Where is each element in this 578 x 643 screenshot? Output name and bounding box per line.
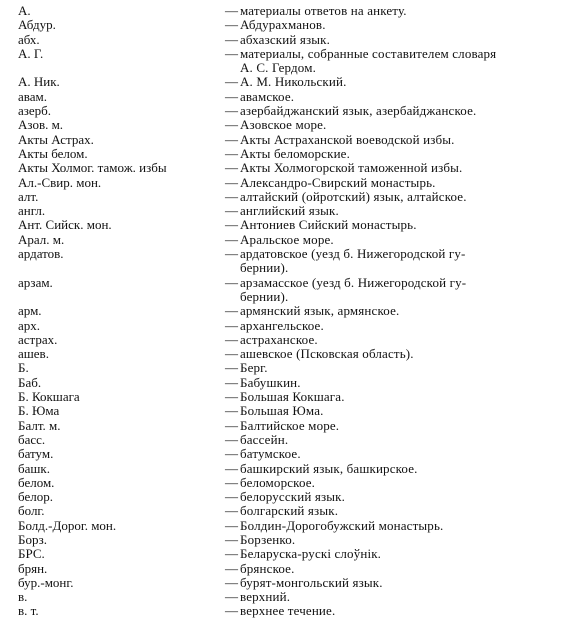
em-dash: — bbox=[225, 188, 238, 204]
definition: английский язык. bbox=[240, 203, 339, 219]
em-dash: — bbox=[225, 531, 238, 547]
definition: Балтийское море. bbox=[240, 417, 340, 433]
definition: абхазский язык. bbox=[240, 31, 331, 47]
definition: Аральское море. bbox=[240, 231, 334, 247]
em-dash: — bbox=[225, 517, 238, 533]
em-dash: — bbox=[225, 503, 238, 519]
em-dash: — bbox=[225, 403, 238, 419]
em-dash: — bbox=[225, 489, 238, 505]
list-item bbox=[0, 347, 578, 361]
em-dash: — bbox=[225, 74, 238, 90]
abbreviation: алт. bbox=[18, 189, 39, 204]
em-dash: — bbox=[225, 589, 238, 605]
definition: верхний. bbox=[240, 589, 291, 605]
em-dash: — bbox=[225, 389, 238, 405]
em-dash: — bbox=[225, 174, 238, 190]
em-dash: — bbox=[225, 160, 238, 176]
list-item bbox=[0, 204, 578, 218]
definition: Бабушкин. bbox=[240, 374, 301, 390]
abbreviation: Б. Кокшага bbox=[18, 390, 80, 405]
abbreviation: в. т. bbox=[18, 604, 39, 619]
list-item bbox=[0, 104, 578, 118]
em-dash: — bbox=[225, 374, 238, 390]
em-dash: — bbox=[225, 203, 238, 219]
abbreviation: брян. bbox=[18, 561, 48, 576]
definition: Акты Холмогорской таможенной избы. bbox=[240, 160, 463, 176]
definition-continuation: бернии). bbox=[240, 288, 289, 304]
abbreviation: А. Ник. bbox=[18, 75, 60, 90]
definition: алтайский (ойротский) язык, алтайское. bbox=[240, 188, 467, 204]
definition: материалы, собранные составителем словаря bbox=[240, 45, 497, 61]
list-item bbox=[0, 333, 578, 347]
abbreviation: Б. bbox=[18, 361, 29, 376]
definition: А. М. Никольский. bbox=[240, 74, 347, 90]
em-dash: — bbox=[225, 417, 238, 433]
definition: авамское. bbox=[240, 88, 295, 104]
list-item bbox=[0, 247, 578, 261]
definition: беломорское. bbox=[240, 474, 316, 490]
definition: ардатовское (уезд б. Нижегородской гу- bbox=[240, 246, 466, 262]
list-item bbox=[0, 590, 578, 604]
list-item bbox=[0, 133, 578, 147]
list-item bbox=[0, 361, 578, 375]
em-dash: — bbox=[225, 31, 238, 47]
list-item bbox=[0, 276, 578, 290]
list-item bbox=[0, 476, 578, 490]
em-dash: — bbox=[225, 360, 238, 376]
list-item bbox=[0, 576, 578, 590]
em-dash: — bbox=[225, 317, 238, 333]
list-item bbox=[0, 390, 578, 404]
abbreviation: Абдур. bbox=[18, 18, 56, 33]
list-item bbox=[0, 90, 578, 104]
definition: ашевское (Псковская область). bbox=[240, 346, 414, 362]
definition: башкирский язык, башкирское. bbox=[240, 460, 418, 476]
list-item bbox=[0, 4, 578, 18]
list-item bbox=[0, 118, 578, 132]
definition: Беларуска-рускі слоўнік. bbox=[240, 546, 382, 562]
definition: брянское. bbox=[240, 560, 295, 576]
em-dash: — bbox=[225, 145, 238, 161]
definition: материалы ответов на анкету. bbox=[240, 3, 407, 18]
list-item bbox=[0, 319, 578, 333]
list-item bbox=[0, 376, 578, 390]
abbreviation: Акты Холмог. тамож. избы bbox=[18, 161, 167, 176]
list-item bbox=[0, 433, 578, 447]
em-dash: — bbox=[225, 560, 238, 576]
abbreviation: арзам. bbox=[18, 275, 53, 290]
abbreviation: в. bbox=[18, 590, 28, 605]
abbreviation: бур.-монг. bbox=[18, 575, 74, 590]
em-dash: — bbox=[225, 103, 238, 119]
definition: Антониев Сийский монастырь. bbox=[240, 217, 417, 233]
list-item bbox=[0, 176, 578, 190]
list-item bbox=[0, 218, 578, 232]
abbreviation: башк. bbox=[18, 461, 50, 476]
definition: Большая Юма. bbox=[240, 403, 324, 419]
list-item bbox=[0, 18, 578, 32]
list-item bbox=[0, 547, 578, 561]
abbreviation: ашев. bbox=[18, 347, 49, 362]
definition: астраханское. bbox=[240, 331, 318, 347]
abbreviation-list bbox=[0, 4, 578, 619]
abbreviation: азерб. bbox=[18, 104, 52, 119]
list-item bbox=[0, 504, 578, 518]
definition-continuation: А. С. Гердом. bbox=[240, 60, 316, 76]
abbreviation: астрах. bbox=[18, 332, 58, 347]
definition: бурят-монгольский язык. bbox=[240, 574, 383, 590]
em-dash: — bbox=[225, 303, 238, 319]
definition: Акты Астраханской воеводской избы. bbox=[240, 131, 455, 147]
abbreviation: ардатов. bbox=[18, 247, 64, 262]
em-dash: — bbox=[225, 574, 238, 590]
em-dash: — bbox=[225, 131, 238, 147]
abbreviation: Ал.-Свир. мон. bbox=[18, 175, 102, 190]
list-item bbox=[0, 404, 578, 418]
list-item bbox=[0, 33, 578, 47]
em-dash: — bbox=[225, 603, 238, 619]
abbreviation: Баб. bbox=[18, 375, 42, 390]
definition-continuation: бернии). bbox=[240, 260, 289, 276]
list-item bbox=[0, 447, 578, 461]
abbreviation: А. Г. bbox=[18, 46, 44, 61]
list-item-continuation bbox=[0, 261, 578, 275]
definition: азербайджанский язык, азербайджанское. bbox=[240, 103, 477, 119]
definition: бассейн. bbox=[240, 431, 289, 447]
list-item bbox=[0, 533, 578, 547]
abbreviation: абх. bbox=[18, 32, 40, 47]
em-dash: — bbox=[225, 274, 238, 290]
list-item bbox=[0, 462, 578, 476]
em-dash: — bbox=[225, 460, 238, 476]
definition: белорусский язык. bbox=[240, 489, 346, 505]
em-dash: — bbox=[225, 431, 238, 447]
abbreviation: басс. bbox=[18, 432, 46, 447]
definition: батумское. bbox=[240, 446, 301, 462]
list-item bbox=[0, 233, 578, 247]
definition: Абдурахманов. bbox=[240, 17, 326, 33]
em-dash: — bbox=[225, 331, 238, 347]
em-dash: — bbox=[225, 546, 238, 562]
list-item bbox=[0, 304, 578, 318]
em-dash: — bbox=[225, 17, 238, 33]
abbreviation: Б. Юма bbox=[18, 404, 60, 419]
abbreviation: Азов. м. bbox=[18, 118, 64, 133]
abbreviation: белом. bbox=[18, 475, 55, 490]
definition: армянский язык, армянское. bbox=[240, 303, 400, 319]
list-item bbox=[0, 604, 578, 618]
em-dash: — bbox=[225, 346, 238, 362]
definition: Большая Кокшага. bbox=[240, 389, 345, 405]
list-item bbox=[0, 562, 578, 576]
abbreviation: Акты Астрах. bbox=[18, 132, 94, 147]
definition: болгарский язык. bbox=[240, 503, 339, 519]
abbreviation: болг. bbox=[18, 504, 45, 519]
definition: Берг. bbox=[240, 360, 268, 376]
abbreviation: батум. bbox=[18, 447, 54, 462]
definition: Борзенко. bbox=[240, 531, 296, 547]
abbreviation: Балт. м. bbox=[18, 418, 61, 433]
abbreviation: авам. bbox=[18, 89, 47, 104]
abbreviation: Арал. м. bbox=[18, 232, 65, 247]
definition: Азовское море. bbox=[240, 117, 327, 133]
definition: верхнее течение. bbox=[240, 603, 336, 619]
em-dash: — bbox=[225, 45, 238, 61]
em-dash: — bbox=[225, 231, 238, 247]
list-item bbox=[0, 147, 578, 161]
em-dash: — bbox=[225, 88, 238, 104]
em-dash: — bbox=[225, 217, 238, 233]
em-dash: — bbox=[225, 446, 238, 462]
definition: Болдин-Дорогобужский монастырь. bbox=[240, 517, 444, 533]
definition: архангельское. bbox=[240, 317, 324, 333]
list-item-continuation bbox=[0, 61, 578, 75]
list-item bbox=[0, 519, 578, 533]
list-item-continuation bbox=[0, 290, 578, 304]
definition: Акты беломорские. bbox=[240, 145, 350, 161]
list-item bbox=[0, 75, 578, 89]
em-dash: — bbox=[225, 3, 238, 18]
abbreviation: Акты белом. bbox=[18, 146, 88, 161]
em-dash: — bbox=[225, 117, 238, 133]
list-item bbox=[0, 419, 578, 433]
list-item bbox=[0, 490, 578, 504]
abbreviation: БРС. bbox=[18, 547, 45, 562]
em-dash: — bbox=[225, 246, 238, 262]
definition: арзамасское (уезд б. Нижегородской гу- bbox=[240, 274, 467, 290]
abbreviation: арм. bbox=[18, 304, 42, 319]
list-item bbox=[0, 47, 578, 61]
em-dash: — bbox=[225, 474, 238, 490]
abbreviation: арх. bbox=[18, 318, 41, 333]
list-item bbox=[0, 190, 578, 204]
abbreviation: Борз. bbox=[18, 532, 48, 547]
abbreviation: белор. bbox=[18, 490, 53, 505]
abbreviation: Болд.-Дорог. мон. bbox=[18, 518, 117, 533]
abbreviation: А. bbox=[18, 4, 31, 18]
abbreviation: Ант. Сийск. мон. bbox=[18, 218, 112, 233]
list-item bbox=[0, 161, 578, 175]
definition: Александро-Свирский монастырь. bbox=[240, 174, 436, 190]
abbreviation: англ. bbox=[18, 204, 46, 219]
